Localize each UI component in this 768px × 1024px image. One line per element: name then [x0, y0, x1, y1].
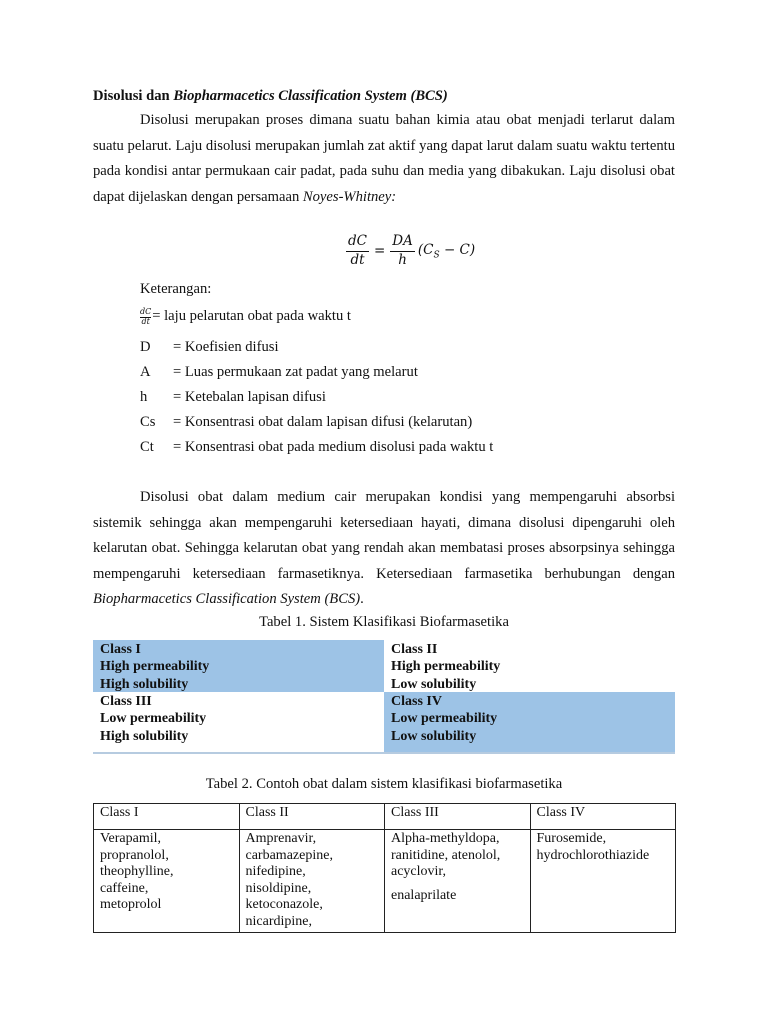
cell-line: Class IV	[391, 694, 442, 709]
drug-line: ketoconazole,	[245, 897, 323, 912]
legend-symbol: h	[140, 389, 148, 405]
rate-den: dt	[141, 316, 150, 326]
header-class-ii: Class II	[239, 804, 385, 830]
rhs-numerator: DA	[390, 234, 415, 252]
tail-subscript: S	[433, 250, 440, 261]
heading-prefix: Disolusi dan	[93, 88, 174, 104]
bcs-classification-table	[93, 640, 675, 754]
cell-line: High permeability	[391, 659, 501, 675]
class-ii-drugs	[239, 830, 385, 933]
legend-symbol: Cs	[140, 414, 156, 430]
paragraph-bcs-end: .	[360, 591, 364, 607]
heading-italic: Biopharmacetics Classification System (BCS)	[173, 88, 448, 104]
legend-row-rate	[140, 308, 351, 327]
drug-line: propranolol,	[100, 847, 169, 863]
class-iii-cell	[93, 692, 384, 750]
cell-line: High solubility	[100, 728, 189, 744]
section-heading	[93, 88, 448, 105]
cell-line: Class II	[391, 642, 438, 657]
paragraph-bcs-text: Disolusi obat dalam medium cair merupakan kondisi yang mempengaruhi absorbsi sistemik sehingga akan mempengaruhi ketersediaan hayati, dimana disolusi dipengaruhi oleh kelarutan obat. Sehingga kelarutan obat yang rendah akan membatasi proses absorpsinya sehingga mempengaruhi ketersediaan farmasetiknya. Ketersediaan farmasetika berhubungan dengan	[93, 489, 675, 582]
lhs-denominator: dt	[350, 251, 365, 268]
drug-line: hydrochlorothiazide	[536, 847, 650, 863]
noyes-whitney-equation	[346, 234, 475, 268]
legend-row	[140, 389, 326, 406]
rate-num: dC	[140, 307, 152, 316]
rate-text: = laju pelarutan obat pada waktu t	[152, 308, 351, 324]
cell-line: Class III	[100, 694, 152, 709]
cell-line: Low permeability	[100, 711, 207, 727]
drug-line: nifedipine,	[245, 864, 306, 879]
drug-examples-table	[93, 803, 676, 933]
equation-tail	[418, 242, 475, 261]
drug-line: Alpha-methyldopa,	[391, 831, 500, 846]
tail-close: − C)	[439, 241, 476, 258]
paragraph-intro-italic: Noyes-Whitney:	[302, 188, 397, 205]
legend-symbol: D	[140, 339, 151, 355]
drug-line: Amprenavir,	[245, 831, 317, 846]
drug-line: nisoldipine,	[245, 880, 312, 896]
table2-caption: Tabel 2. Contoh obat dalam sistem klasifikasi biofarmasetika	[205, 776, 563, 792]
legend-row	[140, 414, 472, 431]
legend-text: = Luas permukaan zat padat yang melarut	[173, 364, 418, 380]
drug-line: Verapamil,	[100, 831, 162, 846]
cell-line: Low solubility	[391, 676, 477, 692]
drug-line: carbamazepine,	[245, 847, 333, 863]
legend-label: Keterangan:	[140, 281, 212, 297]
drug-line: ranitidine, atenolol,	[391, 847, 501, 863]
drug-line: caffeine,	[100, 880, 149, 896]
table-row	[94, 830, 676, 933]
paragraph-intro	[93, 108, 675, 210]
legend-row	[140, 439, 493, 456]
cell-line: Class I	[100, 642, 141, 657]
cell-line: Low permeability	[391, 711, 498, 727]
cell-line: High permeability	[100, 659, 210, 675]
drug-line: acyclovir,	[391, 864, 447, 879]
paragraph-bcs-italic: Biopharmacetics Classification System (BCS)	[93, 591, 361, 607]
drug-line: metoprolol	[100, 897, 162, 912]
equals-sign: =	[373, 243, 386, 260]
drug-line: nicardipine,	[245, 913, 312, 929]
cell-line: High solubility	[100, 676, 189, 692]
header-class-iii: Class III	[385, 804, 531, 830]
rate-fraction	[140, 308, 151, 327]
paragraph-bcs	[93, 485, 675, 613]
lhs-numerator: dC	[346, 234, 369, 252]
legend-symbol: Ct	[140, 439, 154, 455]
drug-line: Furosemide,	[536, 831, 607, 846]
drug-line: enalaprilate	[391, 887, 457, 903]
legend-row	[140, 339, 279, 356]
class-i-cell	[93, 640, 384, 692]
table1-caption: Tabel 1. Sistem Klasifikasi Biofarmasetika	[259, 614, 509, 630]
drug-line: theophylline,	[100, 864, 174, 879]
legend-row	[140, 364, 418, 381]
header-class-iv: Class IV	[530, 804, 676, 830]
equation-rhs-fraction	[390, 234, 415, 268]
paragraph-intro-text: Disolusi merupakan proses dimana suatu bahan kimia atau obat menjadi terlarut dalam suatu pelarut. Laju disolusi merupakan jumlah zat aktif yang dapat larut dalam suatu waktu tertentu pada kondisi antar permukaan cair padat, pada suhu dan media yang dibakukan. Laju disolusi obat dapat dijelaskan dengan persamaan	[93, 112, 675, 205]
class-iv-drugs	[530, 830, 676, 933]
tail-open: (C	[417, 241, 434, 258]
legend-text: = Konsentrasi obat dalam lapisan difusi (kelarutan)	[173, 414, 473, 430]
legend-text: = Ketebalan lapisan difusi	[173, 389, 326, 405]
rhs-denominator: h	[398, 251, 407, 268]
legend-symbol: A	[140, 364, 151, 380]
class-ii-cell	[384, 640, 675, 692]
header-class-i: Class I	[94, 804, 240, 830]
cell-line: Low solubility	[391, 728, 477, 744]
class-iii-drugs	[385, 830, 531, 933]
class-iv-cell	[384, 692, 675, 752]
class-i-drugs	[94, 830, 240, 933]
legend-text: = Konsentrasi obat pada medium disolusi pada waktu t	[173, 439, 494, 455]
table-header-row	[94, 804, 676, 830]
legend-text: = Koefisien difusi	[173, 339, 279, 355]
equation-lhs	[346, 234, 369, 268]
